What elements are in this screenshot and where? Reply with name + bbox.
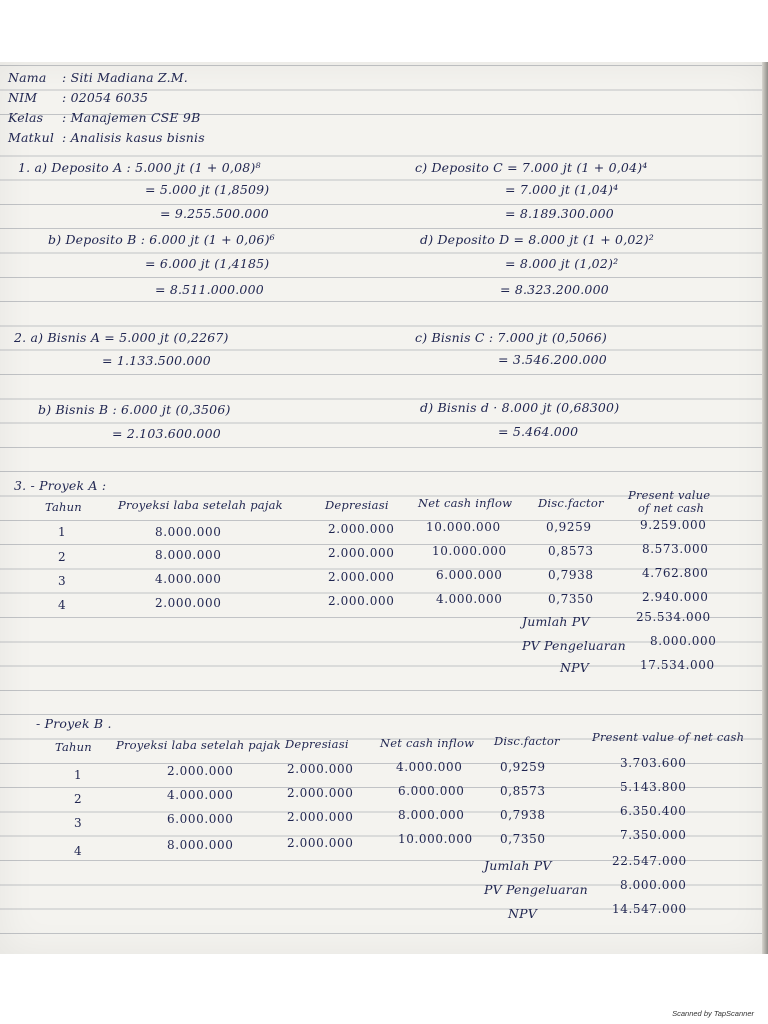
q2-b-result: = 2.103.600.000: [112, 426, 221, 441]
proyek-b-npv-label: NPV: [508, 906, 537, 921]
proyek-b-row2-pv: 5.143.800: [620, 780, 687, 794]
proyek-b-row1-pv: 3.703.600: [620, 756, 687, 770]
proyek-b-row4-ncf: 10.000.000: [398, 832, 473, 846]
proyek-b-row4-df: 0,7350: [500, 832, 546, 846]
proyek-a-row2-dep: 2.000.000: [328, 546, 395, 560]
q1-c-line1: c) Deposito C = 7.000 jt (1 + 0,04)⁴: [415, 160, 648, 175]
proyek-a-jumlah-pv-value: 25.534.000: [636, 610, 711, 624]
proyek-a-row3-dep: 2.000.000: [328, 570, 395, 584]
proyek-a-pv-pengeluaran-label: PV Pengeluaran: [522, 638, 626, 653]
q1-c-result: = 8.189.300.000: [505, 206, 614, 221]
proyek-a-row3-pv: 4.762.800: [642, 566, 709, 580]
proyek-b-row4-tahun: 4: [74, 844, 83, 858]
proyek-a-npv-label: NPV: [560, 660, 589, 675]
proyek-a-header-pv2: of net cash: [638, 501, 705, 515]
proyek-a-row3-tahun: 3: [58, 574, 67, 588]
q1-a-result: = 9.255.500.000: [160, 206, 269, 221]
proyek-a-row2-tahun: 2: [58, 550, 67, 564]
q1-c-line2: = 7.000 jt (1,04)⁴: [505, 182, 619, 197]
q1-a-line1: 1. a) Deposito A : 5.000 jt (1 + 0,08)⁸: [18, 160, 261, 175]
proyek-a-header-tahun: Tahun: [45, 500, 82, 514]
proyek-a-row1-df: 0,9259: [546, 520, 592, 534]
proyek-b-title: - Proyek B .: [36, 716, 112, 731]
proyek-b-row2-dep: 2.000.000: [287, 786, 354, 800]
proyek-a-row4-ncf: 4.000.000: [436, 592, 503, 606]
q2-d-result: = 5.464.000: [498, 424, 579, 439]
proyek-b-row3-ncf: 8.000.000: [398, 808, 465, 822]
proyek-a-row4-laba: 2.000.000: [155, 596, 222, 610]
proyek-b-pv-pengeluaran-value: 8.000.000: [620, 878, 687, 892]
proyek-a-row2-pv: 8.573.000: [642, 542, 709, 556]
q1-d-result: = 8.323.200.000: [500, 282, 609, 297]
kelas-value: : Manajemen CSE 9B: [62, 110, 201, 125]
q2-d-line1: d) Bisnis d · 8.000 jt (0,68300): [420, 400, 620, 415]
q2-a-result: = 1.133.500.000: [102, 353, 211, 368]
proyek-a-row2-df: 0,8573: [548, 544, 594, 558]
proyek-a-header-net-cash: Net cash inflow: [418, 496, 513, 510]
proyek-b-row2-tahun: 2: [74, 792, 83, 806]
proyek-b-row3-pv: 6.350.400: [620, 804, 687, 818]
proyek-a-row1-tahun: 1: [58, 525, 67, 539]
nim-label: NIM: [8, 90, 38, 105]
q2-b-line1: b) Bisnis B : 6.000 jt (0,3506): [38, 402, 231, 417]
q1-b-line2: = 6.000 jt (1,4185): [145, 256, 270, 271]
matkul-value: : Analisis kasus bisnis: [62, 130, 205, 145]
proyek-b-row1-laba: 2.000.000: [167, 764, 234, 778]
proyek-a-row1-pv: 9.259.000: [640, 518, 707, 532]
proyek-a-row2-laba: 8.000.000: [155, 548, 222, 562]
proyek-a-row3-df: 0,7938: [548, 568, 594, 582]
proyek-b-header-depresiasi: Depresiasi: [285, 737, 349, 751]
proyek-b-row1-df: 0,9259: [500, 760, 546, 774]
proyek-a-row4-df: 0,7350: [548, 592, 594, 606]
q2-a-line1: 2. a) Bisnis A = 5.000 jt (0,2267): [14, 330, 229, 345]
matkul-label: Matkul: [8, 130, 55, 145]
nama-label: Nama: [8, 70, 47, 85]
q1-a-line2: = 5.000 jt (1,8509): [145, 182, 270, 197]
proyek-a-row2-ncf: 10.000.000: [432, 544, 507, 558]
proyek-a-pv-pengeluaran-value: 8.000.000: [650, 634, 717, 648]
nama-value: : Siti Madiana Z.M.: [62, 70, 188, 85]
proyek-a-header-disc: Disc.factor: [538, 496, 604, 510]
q2-c-result: = 3.546.200.000: [498, 352, 607, 367]
proyek-b-row2-df: 0,8573: [500, 784, 546, 798]
proyek-a-jumlah-pv-label: Jumlah PV: [522, 614, 590, 629]
q2-c-line1: c) Bisnis C : 7.000 jt (0,5066): [415, 330, 607, 345]
proyek-b-jumlah-pv-label: Jumlah PV: [484, 858, 552, 873]
proyek-b-row3-laba: 6.000.000: [167, 812, 234, 826]
q1-b-result: = 8.511.000.000: [155, 282, 264, 297]
proyek-b-header-laba: Proyeksi laba setelah pajak: [116, 738, 281, 752]
q1-b-line1: b) Deposito B : 6.000 jt (1 + 0,06)⁶: [48, 232, 275, 247]
proyek-a-header-depresiasi: Depresiasi: [325, 498, 389, 512]
proyek-b-npv-value: 14.547.000: [612, 902, 687, 916]
proyek-a-header-laba: Proyeksi laba setelah pajak: [118, 498, 283, 512]
proyek-b-row3-df: 0,7938: [500, 808, 546, 822]
q1-d-line2: = 8.000 jt (1,02)²: [505, 256, 619, 271]
proyek-a-row4-dep: 2.000.000: [328, 594, 395, 608]
proyek-a-row4-pv: 2.940.000: [642, 590, 709, 604]
proyek-b-header-net-cash: Net cash inflow: [380, 736, 475, 750]
proyek-b-row4-laba: 8.000.000: [167, 838, 234, 852]
proyek-a-row1-dep: 2.000.000: [328, 522, 395, 536]
nim-value: : 02054 6035: [62, 90, 149, 105]
page-edge: [762, 62, 768, 954]
proyek-b-row3-tahun: 3: [74, 816, 83, 830]
proyek-b-header-disc: Disc.factor: [494, 734, 560, 748]
proyek-a-npv-value: 17.534.000: [640, 658, 715, 672]
proyek-a-row4-tahun: 4: [58, 598, 67, 612]
proyek-a-row1-laba: 8.000.000: [155, 525, 222, 539]
proyek-a-row3-laba: 4.000.000: [155, 572, 222, 586]
proyek-b-row1-dep: 2.000.000: [287, 762, 354, 776]
q1-d-line1: d) Deposito D = 8.000 jt (1 + 0,02)²: [420, 232, 654, 247]
proyek-a-header-pv1: Present value: [628, 488, 711, 502]
scanner-watermark: Scanned by TapScanner: [672, 1009, 754, 1018]
proyek-a-title: 3. - Proyek A :: [14, 478, 107, 493]
proyek-a-row1-ncf: 10.000.000: [426, 520, 501, 534]
proyek-b-row4-pv: 7.350.000: [620, 828, 687, 842]
proyek-b-row2-laba: 4.000.000: [167, 788, 234, 802]
proyek-b-row4-dep: 2.000.000: [287, 836, 354, 850]
proyek-b-jumlah-pv-value: 22.547.000: [612, 854, 687, 868]
proyek-b-row1-ncf: 4.000.000: [396, 760, 463, 774]
proyek-b-pv-pengeluaran-label: PV Pengeluaran: [484, 882, 588, 897]
proyek-b-row2-ncf: 6.000.000: [398, 784, 465, 798]
proyek-a-row3-ncf: 6.000.000: [436, 568, 503, 582]
proyek-b-header-tahun: Tahun: [55, 740, 92, 754]
kelas-label: Kelas: [8, 110, 44, 125]
proyek-b-header-pv: Present value of net cash: [592, 730, 745, 744]
proyek-b-row1-tahun: 1: [74, 768, 83, 782]
proyek-b-row3-dep: 2.000.000: [287, 810, 354, 824]
